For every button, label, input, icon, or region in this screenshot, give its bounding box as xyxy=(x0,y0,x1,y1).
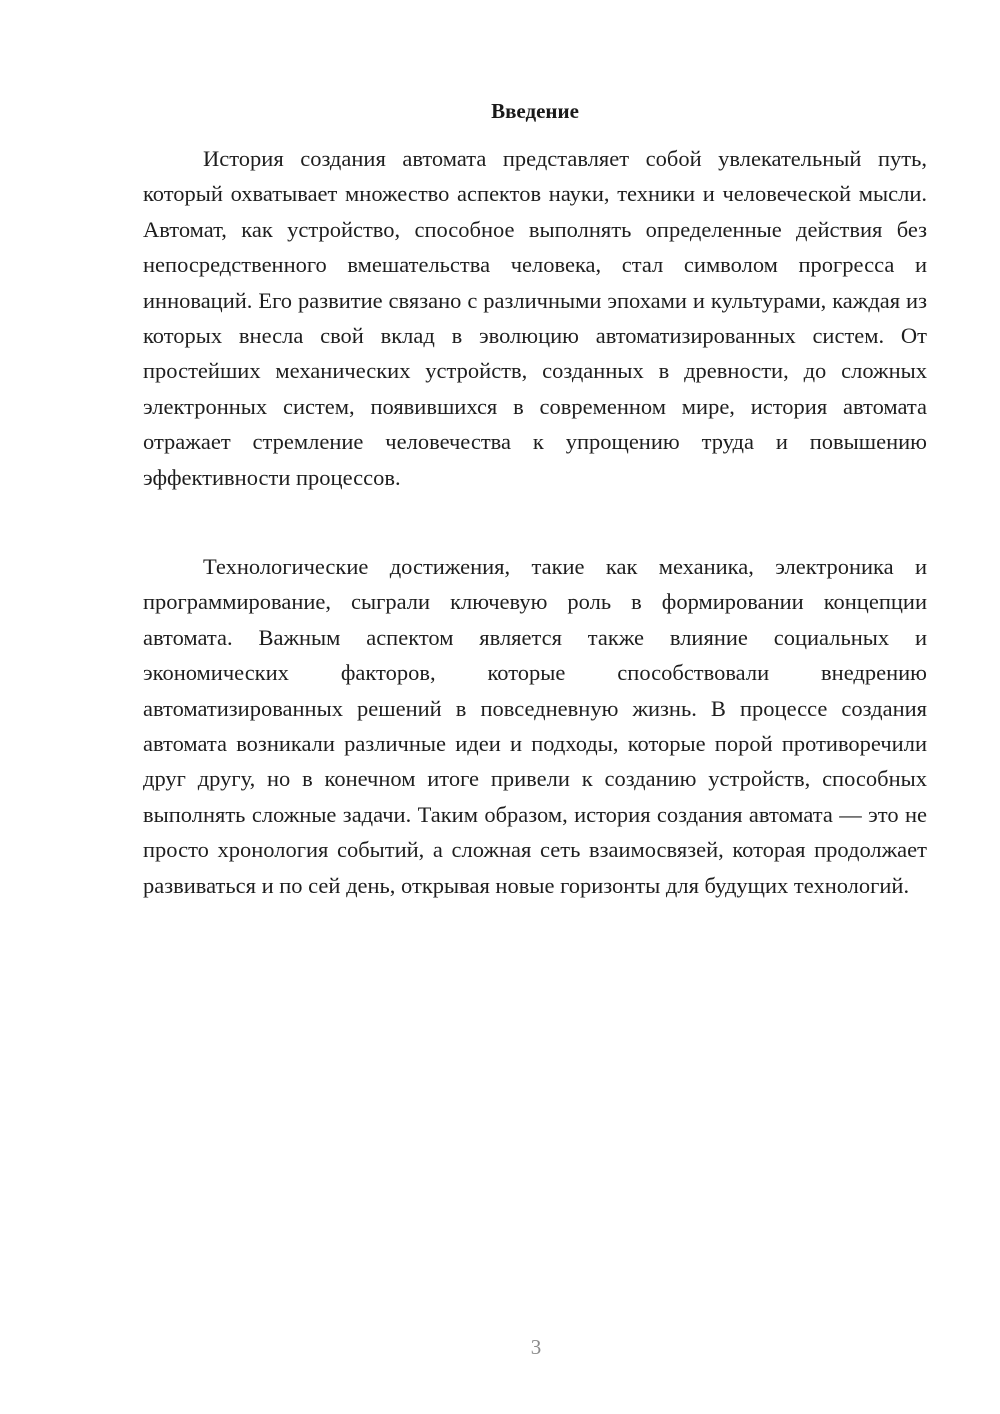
section-heading: Введение xyxy=(491,99,579,123)
page-number: 3 xyxy=(530,1335,542,1359)
paragraph-2: Технологические достижения, такие как механика, электроника и программирование, сыграли ключевую роль в формировании концепции автомата. Важным аспектом является также влияние социальных и экономических факторов, которые способствовали внедрению автоматизированных решений в повседневную жизнь. В процессе создания автомата возникали различные идеи и подходы, которые порой противоречили друг другу, но в конечном итоге привели к созданию устройств, способных выполнять сложные задачи. Таким образом, история создания автомата — это не просто хронология событий, а сложная сеть взаимосвязей, которая продолжает развиваться и по сей день, открывая новые горизонты для будущих технологий. xyxy=(143,554,927,898)
paragraph-1: История создания автомата представляет собой увлекательный путь, который охватывает множество аспектов науки, техники и человеческой мысли. Автомат, как устройство, способное выполнять определенные действия без непосредственного вмешательства человека, стал символом прогресса и инноваций. Его развитие связано с различными эпохами и культурами, каждая из которых внесла свой вклад в эволюцию автоматизированных систем. От простейших механических устройств, созданных в древности, до сложных электронных систем, появившихся в современном мире, история автомата отражает стремление человечества к упрощению труда и повышению эффективности процессов. xyxy=(143,146,927,490)
